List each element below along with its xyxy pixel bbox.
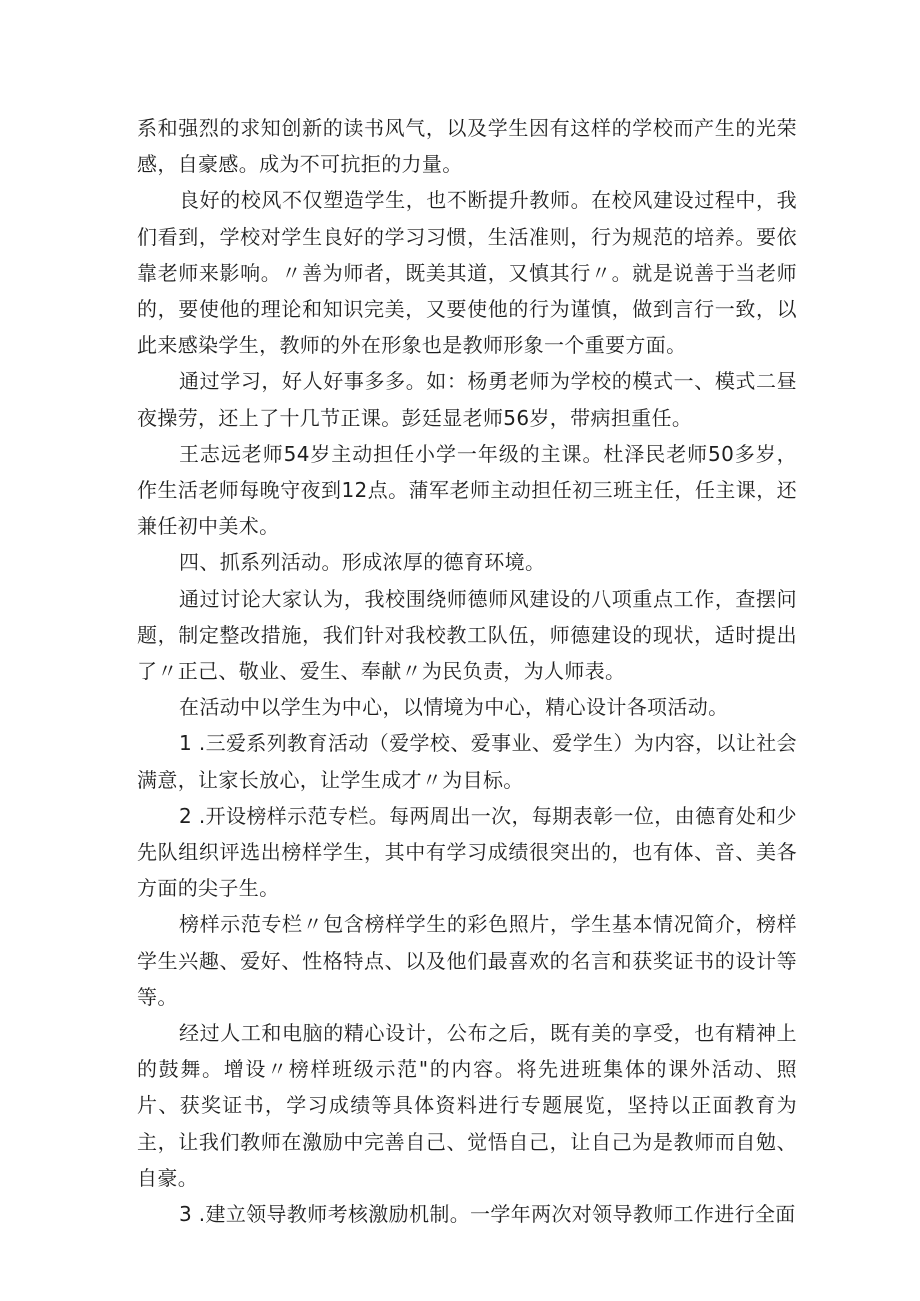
paragraph-10: 榜样示范专栏〃包含榜样学生的彩色照片，学生基本情况简介，榜样学生兴趣、爱好、性格特点、以及他们最喜欢的名言和获奖证书的设计等等。 [137,912,797,1009]
section-heading-4: 四、抓系列活动。形成浓厚的德育环境。 [179,550,546,575]
paragraph-7: 在活动中以学生为中心，以情境为中心，精心设计各项活动。 [179,695,729,720]
list-item-2: 2 .开设榜样示范专栏。每两周出一次，每期表彰一位，由德育处和少先队组织评选出榜样学生，其中有学习成绩很突出的，也有体、音、美各方面的尖子生。 [137,803,797,901]
paragraph-11: 经过人工和电脑的精心设计，公布之后，既有美的享受，也有精神上的鼓舞。增设〃榜样班级示范"的内容。将先进班集体的课外活动、照片、获奖证书，学习成绩等具体资料进行专题展览，坚持以正面教育为主，让我们教师在激励中完善自己、觉悟自己，让自己为是教师而自勉、自豪。 [137,1021,797,1190]
paragraph-1: 系和强烈的求知创新的读书风气，以及学生因有这样的学校而产生的光荣感，自豪感。成为不可抗拒的力量。 [137,116,797,177]
paragraph-4: 王志远老师54岁主动担任小学一年级的主课。杜泽民老师50多岁，作生活老师每晚守夜到12点。蒲军老师主动担任初三班主任，任主课，还兼任初中美术。 [137,441,797,539]
document-body [137,110,797,1232]
paragraph-3: 通过学习，好人好事多多。如：杨勇老师为学校的模式一、模式二昼夜操劳，还上了十几节正课。彭廷显老师56岁，带病担重任。 [137,369,797,430]
paragraph-2: 良好的校风不仅塑造学生，也不断提升教师。在校风建设过程中，我们看到，学校对学生良好的学习习惯，生活准则，行为规范的培养。要依靠老师来影响。〃善为师者，既美其道，又慎其行〃。就是说善于当老师的，要使他的理论和知识完美，又要使他的行为谨慎，做到言行一致，以此来感染学生，教师的外在形象也是教师形象一个重要方面。 [137,188,797,358]
paragraph-6: 通过讨论大家认为，我校围绕师德师风建设的八项重点工作，查摆问题，制定整改措施，我们针对我校教工队伍，师德建设的现状，适时提出了〃正己、敬业、爱生、奉献〃为民负责，为人师表。 [137,586,797,684]
list-item-1: 1 .三爱系列教育活动（爱学校、爱事业、爱学生）为内容，以让社会满意，让家长放心，让学生成才〃为目标。 [137,731,797,792]
list-item-3: 3 .建立领导教师考核激励机制。一学年两次对领导教师工作进行全面 [179,1202,796,1227]
